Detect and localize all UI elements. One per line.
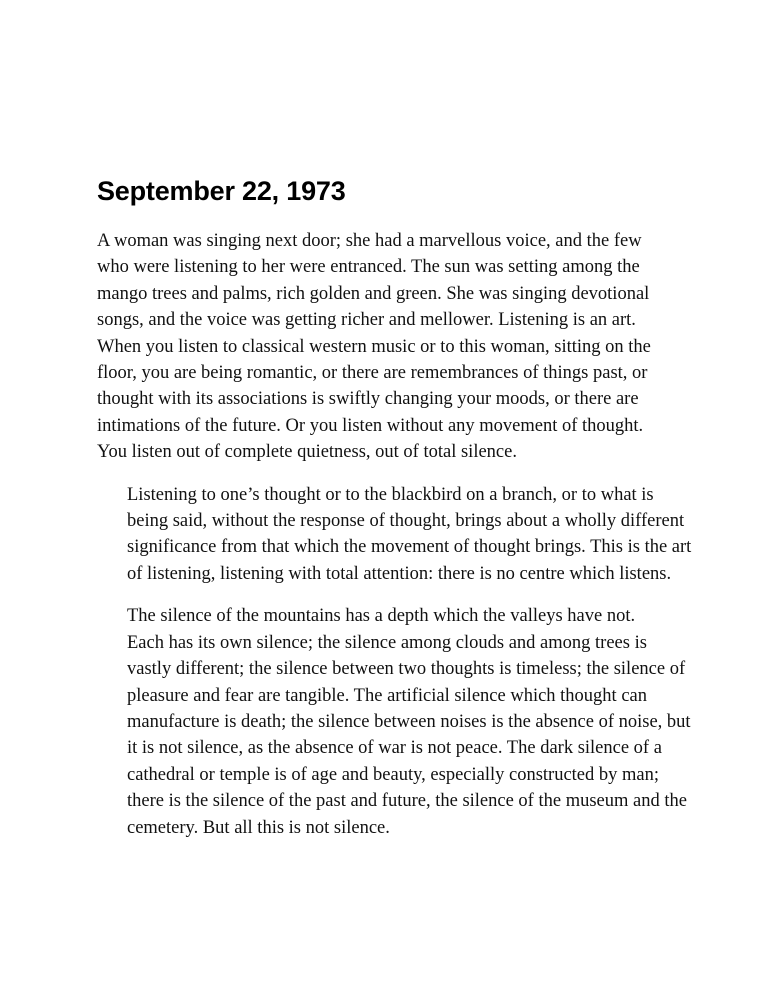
text-line: You listen out of complete quietness, out of total silence. [97,442,517,463]
text-line: significance from that which the movement of thought brings. This is the art [127,537,692,558]
text-line: mango trees and palms, rich golden and green. She was singing devotional [97,283,650,304]
text-line: it is not silence, as the absence of war is not peace. The dark silence of a [127,738,662,759]
text-line: vastly different; the silence between two thoughts is timeless; the silence of [127,659,686,680]
text-line: cemetery. But all this is not silence. [127,817,390,838]
document-content [97,172,692,841]
text-line: of listening, listening with total attention: there is no centre which listens. [127,563,672,584]
text-line: A woman was singing next door; she had a marvellous voice, and the few [97,231,642,251]
text-line: songs, and the voice was getting richer and mellower. Listening is an art. [97,310,636,331]
paragraph-2 [97,482,692,588]
text-line: intimations of the future. Or you listen without any movement of thought. [97,415,644,436]
text-line: pleasure and fear are tangible. The artificial silence which thought can [127,685,647,706]
text-line: being said, without the response of thought, brings about a wholly different [127,511,685,532]
text-line: manufacture is death; the silence between noises is the absence of noise, but [127,711,691,732]
paragraph-1 [97,228,682,466]
page-title: September 22, 1973 [97,176,346,206]
text-line: Each has its own silence; the silence among clouds and among trees is [127,632,647,653]
text-line: Listening to one’s thought or to the blackbird on a branch, or to what is [127,484,654,505]
text-line: who were listening to her were entranced. The sun was setting among the [97,257,640,278]
text-line: cathedral or temple is of age and beauty, especially constructed by man; [127,764,660,785]
text-line: The silence of the mountains has a depth which the valleys have not. [127,606,636,627]
text-line: there is the silence of the past and future, the silence of the museum and the [127,791,687,812]
paragraph-3 [97,603,691,841]
text-line: thought with its associations is swiftly changing your moods, or there are [97,389,639,410]
text-line: When you listen to classical western music or to this woman, sitting on the [97,336,651,357]
text-line: floor, you are being romantic, or there are remembrances of things past, or [97,363,648,384]
